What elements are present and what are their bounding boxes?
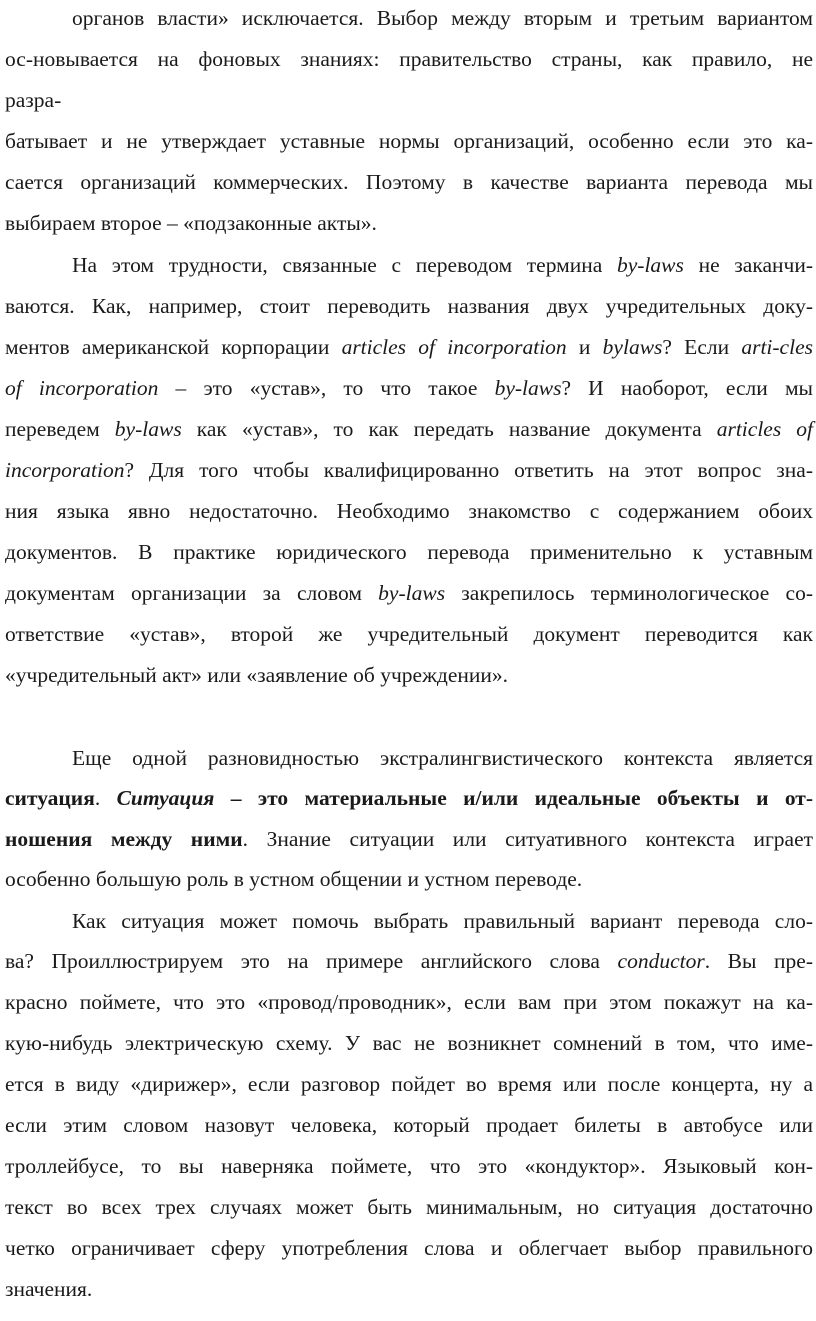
text-run: . Знание ситуации или ситуативного контекста играет: [242, 827, 814, 851]
text-line: [5, 455, 813, 485]
text-run: ва? Проиллюстрируем это на примере английского слова: [5, 949, 618, 973]
text-run: ния языка явно недостаточно. Необходимо знакомство с содержанием обоих: [5, 499, 813, 523]
text-line: [5, 537, 813, 567]
text-run: ваются. Как, например, стоит переводить названия двух учредительных доку-: [5, 294, 813, 318]
text-line: [5, 1192, 813, 1222]
text-run: ментов американской корпорации: [5, 335, 342, 359]
text-line: [5, 578, 813, 608]
text-run: троллейбусе, то вы наверняка поймете, что это «кондуктор». Языковый кон-: [5, 1154, 813, 1178]
text-run: как «устав», то как передать название документа: [181, 417, 717, 441]
text-run: ос-новывается на фоновых знаниях: правительство страны, как правило, не: [5, 47, 813, 71]
text-run: . Вы пре-: [704, 949, 814, 973]
text-line: [5, 250, 813, 280]
text-run: четко ограничивает сферу употребления слова и облегчает выбор правильного: [5, 1236, 813, 1260]
italic-term: incorporation: [5, 458, 125, 482]
text-line: [5, 332, 813, 362]
text-line: [5, 743, 813, 773]
text-run: текст во всех трех случаях может быть минимальным, но ситуация достаточно: [5, 1195, 813, 1219]
text-run: не заканчи-: [683, 253, 813, 277]
bold-term: ношения между ними: [5, 827, 243, 851]
text-run: .: [94, 786, 117, 810]
bold-term: Ситуация: [116, 786, 215, 810]
text-line: [5, 208, 813, 238]
text-run: выбираем второе – «подзаконные акты».: [5, 211, 377, 235]
italic-term: articles of: [716, 417, 814, 441]
text-run: красно поймете, что это «провод/проводник», если вам при этом покажут на ка-: [5, 990, 813, 1014]
italic-term: of incorporation: [5, 376, 159, 400]
text-run: документам организации за словом: [5, 581, 379, 605]
text-run: ответствие «устав», второй же учредительный документ переводится как: [5, 622, 813, 646]
text-line: [5, 3, 813, 33]
text-line: [5, 373, 813, 403]
text-line: [5, 496, 813, 526]
text-line: [5, 85, 813, 115]
italic-term: articles of incorporation: [341, 335, 567, 359]
text-run: переведем: [5, 417, 115, 441]
italic-term: by-laws: [617, 253, 684, 277]
text-line: [5, 1069, 813, 1099]
text-run: значения.: [5, 1277, 93, 1301]
bold-term: – это материальные и/или идеальные объекты и от-: [214, 786, 814, 810]
text-run: разра-: [5, 88, 62, 112]
text-line: [5, 619, 813, 649]
text-run: ется в виду «дирижер», если разговор пойдет во время или после концерта, ну а: [5, 1072, 813, 1096]
text-line: [5, 44, 813, 74]
text-line: [5, 167, 813, 197]
text-run: особенно большую роль в устном общении и устном переводе.: [5, 867, 583, 891]
text-run: батывает и не утверждает уставные нормы организаций, особенно если это ка-: [5, 129, 813, 153]
text-line: [5, 824, 813, 854]
italic-term: by-laws: [114, 417, 182, 441]
bold-term: ситуация: [5, 786, 95, 810]
text-line: [5, 783, 813, 813]
text-line: [5, 1110, 813, 1140]
italic-term: conductor: [617, 949, 705, 973]
text-run: и: [566, 335, 603, 359]
text-line: [5, 946, 813, 976]
text-run: органов власти» исключается. Выбор между вторым и третьим вариантом: [72, 6, 813, 30]
italic-term: arti-cles: [741, 335, 813, 359]
text-line: [5, 414, 813, 444]
text-run: – это «устав», то что такое: [158, 376, 495, 400]
text-run: Как ситуация может помочь выбрать правильный вариант перевода сло-: [72, 909, 813, 933]
text-line: [5, 987, 813, 1017]
text-line: [5, 1274, 813, 1304]
text-line: [5, 126, 813, 156]
text-line: [5, 1233, 813, 1263]
text-line: [5, 1028, 813, 1058]
text-line: [5, 291, 813, 321]
text-line: [5, 1151, 813, 1181]
text-run: если этим словом назовут человека, который продает билеты в автобусе или: [5, 1113, 813, 1137]
italic-term: by-laws: [494, 376, 562, 400]
text-run: ? И наоборот, если мы: [561, 376, 813, 400]
text-run: На этом трудности, связанные с переводом термина: [72, 253, 617, 277]
text-line: [5, 660, 813, 690]
text-run: сается организаций коммерческих. Поэтому в качестве варианта перевода мы: [5, 170, 813, 194]
text-run: ? Для того чтобы квалифицированно ответить на этот вопрос зна-: [124, 458, 813, 482]
text-line: [5, 906, 813, 936]
text-run: «учредительный акт» или «заявление об учреждении».: [5, 663, 509, 687]
text-line: [5, 864, 813, 894]
text-run: закрепилось терминологическое со-: [445, 581, 813, 605]
italic-term: bylaws: [602, 335, 663, 359]
italic-term: by-laws: [378, 581, 446, 605]
text-run: документов. В практике юридического перевода применительно к уставным: [5, 540, 813, 564]
text-run: Еще одной разновидностью экстралингвистического контекста является: [72, 746, 813, 770]
text-run: ? Если: [662, 335, 742, 359]
text-run: кую-нибудь электрическую схему. У вас не возникнет сомнений в том, что име-: [5, 1031, 813, 1055]
